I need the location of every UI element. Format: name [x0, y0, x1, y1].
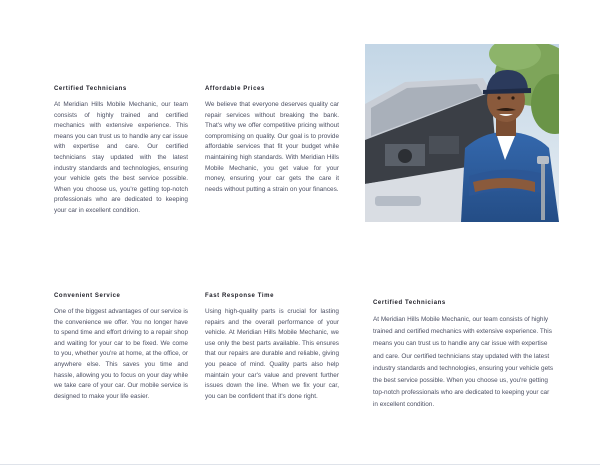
feature-certified-technicians: [54, 85, 188, 217]
feature-certified-technicians-secondary: [373, 299, 554, 412]
feature-body: Using high-quality parts is crucial for lasting repairs and the overall performance of your vehicle. At Meridian Hills Mobile Mechanic, we use only the best parts available. This ensures that our repairs are durable and reliable, giving you peace of mind. Quality parts also help maintain your car's value and prevent further issues down the line. When we fix your car, you can be confident that it's done right.: [205, 308, 339, 400]
feature-body: At Meridian Hills Mobile Mechanic, our team consists of highly trained and certified mechanics with extensive experience. This means you can trust us to handle any car issue with expertise and care. Our certified technicians stay updated with the latest industry standards and technologies, ensuring your vehicle gets the best service possible. When you choose us, you're getting top-notch professionals who are dedicated to keeping your car in excellent condition.: [54, 101, 188, 214]
mechanic-photo: [365, 44, 559, 222]
feature-title: Affordable Prices: [205, 86, 265, 92]
feature-title: Fast Response Time: [205, 293, 275, 299]
feature-body: At Meridian Hills Mobile Mechanic, our team consists of highly trained and certified mechanics with extensive experience. This means you can trust us to handle any car issue with expertise and care. Our certified technicians stay updated with the latest industry standards and technologies, ensuring your vehicle gets the best service possible. When you choose us, you're getting top-notch professionals who are dedicated to keeping your car in excellent condition.: [373, 316, 554, 409]
feature-title: Convenient Service: [54, 293, 121, 299]
feature-body: We believe that everyone deserves quality car repair services without breaking the bank. That's why we offer competitive pricing without compromising on quality. Our goal is to provide affordable services that fit your budget while maintaining high standards. With Meridian Hills Mobile Mechanic, you get value for your money, ensuring your car gets the care it needs without putting a strain on your finances.: [205, 101, 339, 193]
feature-title: Certified Technicians: [373, 300, 446, 306]
feature-convenient-service: [54, 292, 188, 402]
feature-fast-response-time: [205, 292, 339, 402]
feature-body: One of the biggest advantages of our service is the convenience we offer. You no longer have to spend time and effort driving to a repair shop and waiting for your car to be fixed. We come to you, whether you're at home, at the office, or anywhere else. This saves you time and hassle, allowing you to focus on your day while we take care of your car. Our mobile service is designed to make your life easier.: [54, 308, 188, 400]
page-divider: [0, 464, 600, 465]
feature-affordable-prices: [205, 85, 339, 195]
feature-title: Certified Technicians: [54, 86, 127, 92]
